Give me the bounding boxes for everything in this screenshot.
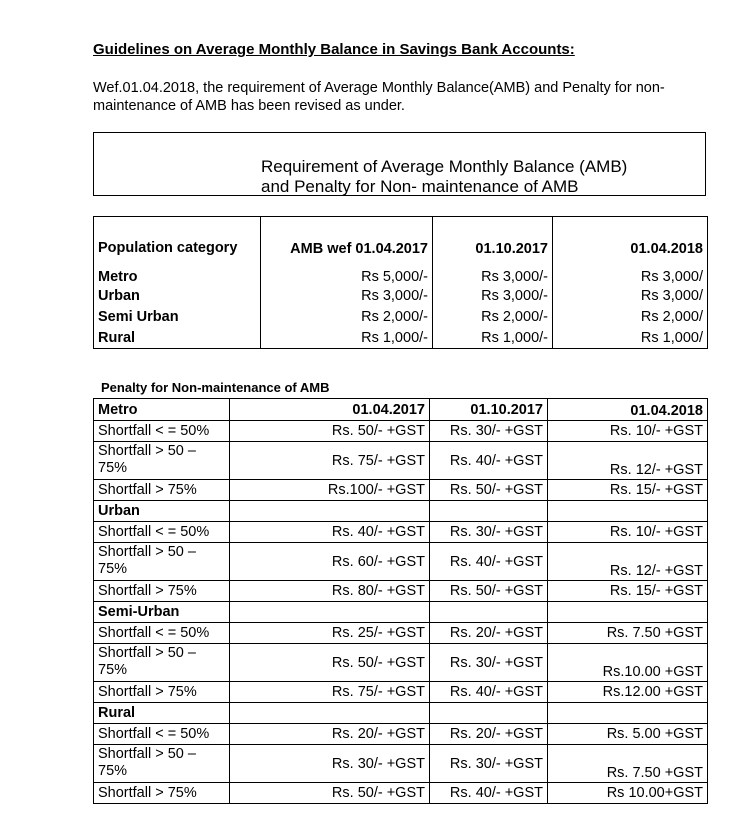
- header-oct-2017: 01.10.2017: [433, 217, 553, 260]
- date-header: 01.04.2018: [548, 399, 708, 421]
- intro-text: Wef.01.04.2018, the requirement of Average Monthly Balance(AMB) and Penalty for non-maintenance of AMB has been revised as under.: [93, 80, 665, 114]
- value-cell: Rs 3,000/: [553, 285, 708, 306]
- header-amb-2017: AMB wef 01.04.2017: [261, 217, 433, 260]
- value-cell: Rs. 80/- +GST: [230, 581, 430, 602]
- value-cell: Rs 1,000/: [553, 327, 708, 349]
- table-row: [94, 783, 708, 804]
- value-cell: Rs. 30/- +GST: [430, 644, 548, 682]
- value-cell: Rs. 50/- +GST: [230, 783, 430, 804]
- value-cell: Rs. 15/- +GST: [548, 581, 708, 602]
- value-cell: Rs. 60/- +GST: [230, 543, 430, 581]
- value-cell: Rs. 10/- +GST: [548, 522, 708, 543]
- value-cell: Rs 1,000/-: [433, 327, 553, 349]
- table-row: [94, 480, 708, 501]
- category-cell: Metro: [94, 259, 261, 285]
- shortfall-label: Shortfall > 75%: [94, 581, 230, 602]
- shortfall-label: Shortfall > 75%: [94, 783, 230, 804]
- table-row: [94, 745, 708, 783]
- category-cell: Rural: [94, 327, 261, 349]
- value-cell: Rs.100/- +GST: [230, 480, 430, 501]
- value-cell: Rs 2,000/-: [261, 306, 433, 327]
- penalty-title: Penalty for Non-maintenance of AMB: [101, 380, 330, 395]
- value-cell: Rs. 30/- +GST: [230, 745, 430, 783]
- value-cell: Rs. 50/- +GST: [430, 480, 548, 501]
- value-cell: Rs. 40/- +GST: [430, 543, 548, 581]
- value-cell: Rs. 40/- +GST: [430, 682, 548, 703]
- table-row: [94, 442, 708, 480]
- section-header-row: [94, 703, 708, 724]
- shortfall-label: Shortfall > 50 – 75%: [94, 644, 230, 682]
- date-header: 01.10.2017: [430, 399, 548, 421]
- box-title-line2: and Penalty for Non- maintenance of AMB: [261, 177, 579, 196]
- table-row: [94, 327, 708, 349]
- value-cell: Rs. 30/- +GST: [430, 745, 548, 783]
- header-apr-2018: 01.04.2018: [553, 217, 708, 260]
- value-cell: Rs. 10/- +GST: [548, 421, 708, 442]
- box-title: [261, 157, 627, 197]
- value-cell: Rs. 50/- +GST: [230, 644, 430, 682]
- category-cell: Urban: [94, 285, 261, 306]
- value-cell: Rs. 20/- +GST: [230, 724, 430, 745]
- value-cell: Rs 2,000/: [553, 306, 708, 327]
- amb-table: [93, 216, 708, 349]
- value-cell: Rs. 20/- +GST: [430, 623, 548, 644]
- section-name: Semi-Urban: [94, 602, 230, 623]
- value-cell: Rs 3,000/: [553, 259, 708, 285]
- table-row: [94, 644, 708, 682]
- shortfall-label: Shortfall < = 50%: [94, 421, 230, 442]
- value-cell: Rs. 5.00 +GST: [548, 724, 708, 745]
- value-cell: Rs 3,000/-: [433, 259, 553, 285]
- value-cell: Rs 3,000/-: [261, 285, 433, 306]
- value-cell: Rs.12.00 +GST: [548, 682, 708, 703]
- value-cell: Rs.10.00 +GST: [548, 644, 708, 682]
- shortfall-label: Shortfall < = 50%: [94, 724, 230, 745]
- header-population-category: Population category: [94, 217, 261, 260]
- value-cell: Rs. 50/- +GST: [230, 421, 430, 442]
- value-cell: Rs. 12/- +GST: [548, 543, 708, 581]
- shortfall-label: Shortfall > 50 – 75%: [94, 442, 230, 480]
- box-title-line1: Requirement of Average Monthly Balance (AMB): [261, 157, 628, 176]
- section-header-row: [94, 501, 708, 522]
- value-cell: Rs. 15/- +GST: [548, 480, 708, 501]
- section-name: Rural: [94, 703, 230, 724]
- shortfall-label: Shortfall > 50 – 75%: [94, 543, 230, 581]
- date-header: 01.04.2017: [230, 399, 430, 421]
- table-row: [94, 543, 708, 581]
- table-row: [94, 285, 708, 306]
- table-row: [94, 581, 708, 602]
- value-cell: Rs 2,000/-: [433, 306, 553, 327]
- table-row: [94, 259, 708, 285]
- penalty-table: [93, 398, 708, 804]
- value-cell: Rs. 7.50 +GST: [548, 623, 708, 644]
- table-row: [94, 421, 708, 442]
- section-name: Metro: [94, 399, 230, 421]
- shortfall-label: Shortfall > 75%: [94, 682, 230, 703]
- amb-header-row: [94, 217, 708, 260]
- value-cell: Rs. 75/- +GST: [230, 442, 430, 480]
- value-cell: Rs. 30/- +GST: [430, 522, 548, 543]
- shortfall-label: Shortfall > 75%: [94, 480, 230, 501]
- shortfall-label: Shortfall < = 50%: [94, 623, 230, 644]
- table-row: [94, 306, 708, 327]
- value-cell: Rs. 25/- +GST: [230, 623, 430, 644]
- shortfall-label: Shortfall < = 50%: [94, 522, 230, 543]
- title-box: [93, 132, 706, 196]
- value-cell: Rs 5,000/-: [261, 259, 433, 285]
- value-cell: Rs. 12/- +GST: [548, 442, 708, 480]
- value-cell: Rs 10.00+GST: [548, 783, 708, 804]
- page-heading: Guidelines on Average Monthly Balance in Savings Bank Accounts:: [93, 41, 575, 58]
- value-cell: Rs. 40/- +GST: [430, 783, 548, 804]
- value-cell: Rs. 20/- +GST: [430, 724, 548, 745]
- value-cell: Rs. 40/- +GST: [430, 442, 548, 480]
- table-row: [94, 724, 708, 745]
- section-header-row: [94, 602, 708, 623]
- value-cell: Rs 3,000/-: [433, 285, 553, 306]
- value-cell: Rs. 50/- +GST: [430, 581, 548, 602]
- section-name: Urban: [94, 501, 230, 522]
- category-cell: Semi Urban: [94, 306, 261, 327]
- value-cell: Rs. 40/- +GST: [230, 522, 430, 543]
- table-row: [94, 522, 708, 543]
- table-row: [94, 623, 708, 644]
- value-cell: Rs. 7.50 +GST: [548, 745, 708, 783]
- shortfall-label: Shortfall > 50 – 75%: [94, 745, 230, 783]
- value-cell: Rs. 30/- +GST: [430, 421, 548, 442]
- section-header-row: [94, 399, 708, 421]
- table-row: [94, 682, 708, 703]
- value-cell: Rs 1,000/-: [261, 327, 433, 349]
- value-cell: Rs. 75/- +GST: [230, 682, 430, 703]
